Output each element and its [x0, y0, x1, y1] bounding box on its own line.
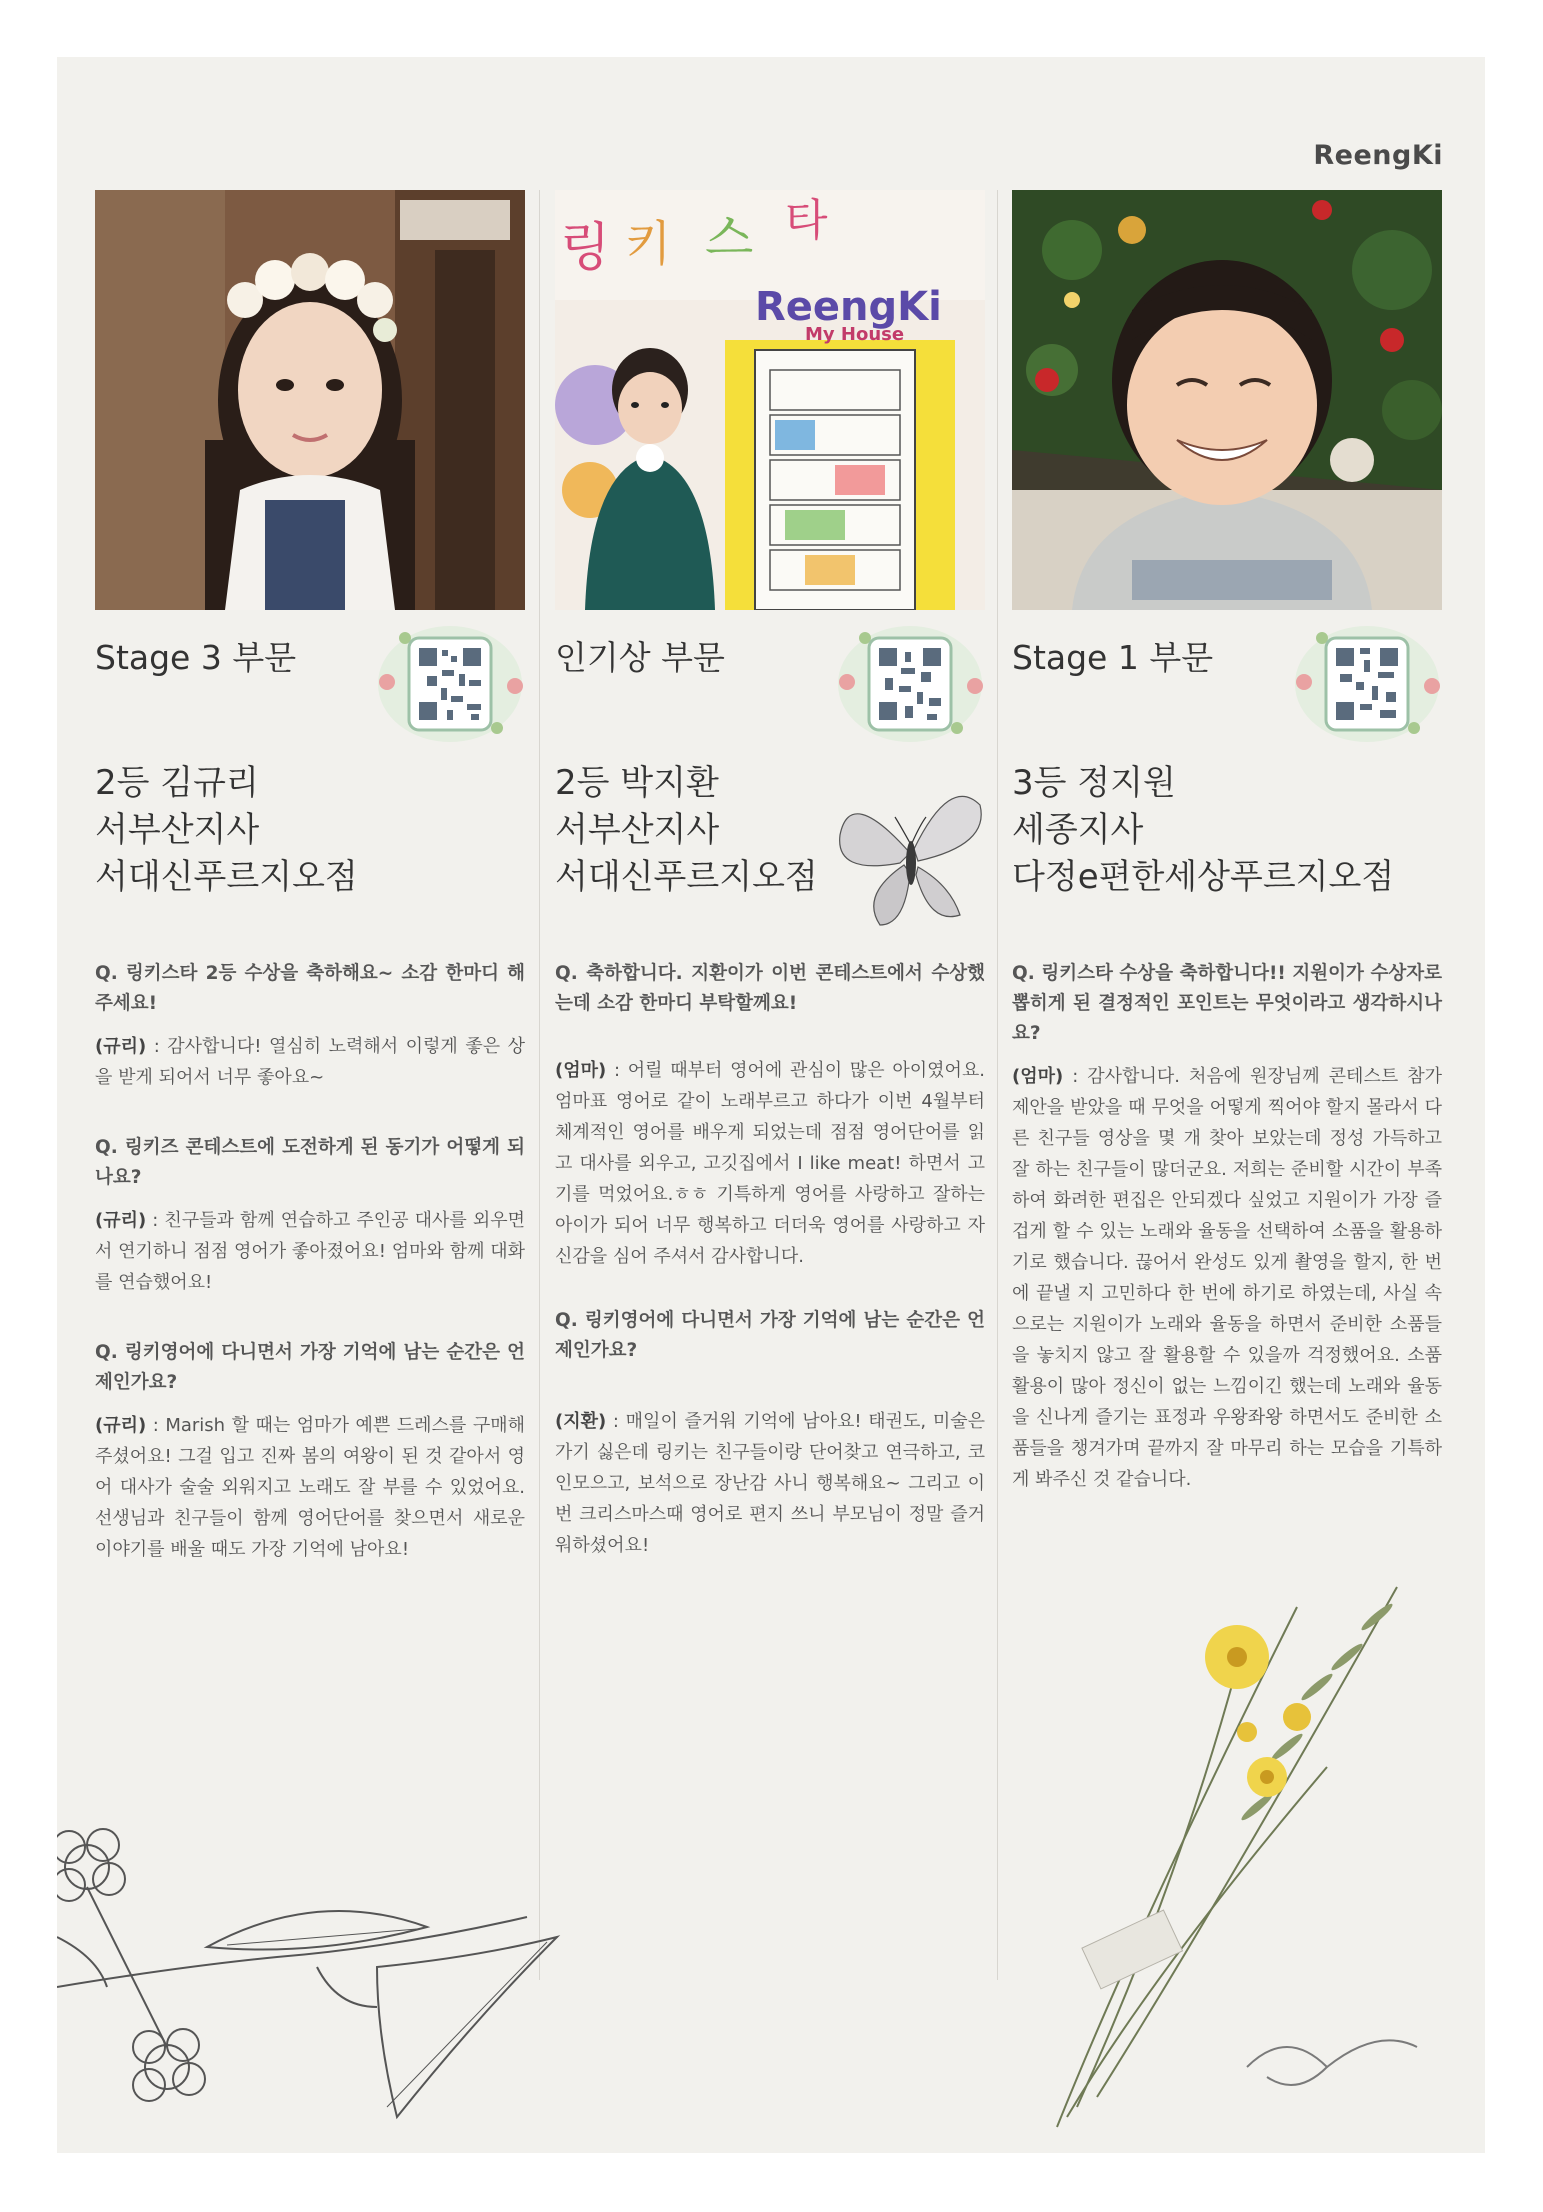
- question: Q. 링키영어에 다니면서 가장 기억에 남는 순간은 언제인가요?: [95, 1342, 525, 1393]
- category-title: Stage 1 부문: [1012, 638, 1214, 677]
- flower-branch-illustration: [57, 1817, 617, 2147]
- answer: (규리) : 감사합니다! 열심히 노력해서 이렇게 좋은 상을 받게 되어서 너무 좋아요~: [95, 1036, 525, 1088]
- photo-banner-letter: 링: [560, 218, 611, 278]
- qr-code-icon[interactable]: [1292, 624, 1442, 744]
- winner-branch: 서부산지사: [95, 810, 260, 850]
- winner-rank-name: 3등 정지원: [1012, 763, 1176, 803]
- question: Q. 링키영어에 다니면서 가장 기억에 남는 순간은 언제인가요?: [555, 1310, 985, 1361]
- answer: (엄마) : 어릴 때부터 영어에 관심이 많은 아이였어요. 엄마표 영어로 같이 노래부르고 하다가 이번 4월부터 체계적인 영어를 배우게 되었는데 점점 영어단어를 읽고 대사를 외우고, 고깃집에서 I like meat! 하면서 고기를 먹었어요.ㅎㅎ 기특하게 영어를 사랑하고 잘하는 아이가 되어 너무 행복하고 더더욱 영어를 사랑하고 자신감을 심어 주셔서 감사합니다.: [555, 1060, 985, 1267]
- column-divider: [539, 190, 540, 1980]
- qr-code-icon[interactable]: [835, 624, 985, 744]
- winner-branch: 서부산지사: [555, 810, 720, 850]
- page: [57, 57, 1485, 2153]
- winner-branch: 세종지사: [1012, 810, 1144, 850]
- winner-school: 서대신푸르지오점: [95, 857, 358, 897]
- question: Q. 링키즈 콘테스트에 도전하게 된 동기가 어떻게 되나요?: [95, 1137, 525, 1188]
- qr-code-icon[interactable]: [375, 624, 525, 744]
- answer: (규리) : Marish 할 때는 엄마가 예쁜 드레스를 구매해 주셨어요! 그걸 입고 진짜 봄의 여왕이 된 것 같아서 영어 대사가 술술 외워지고 노래도 잘 부를 수 있었어요. 선생님과 친구들이 함께 영어단어를 찾으면서 새로운 이야기를 배울 때도 가장 기억에 남아요!: [95, 1415, 525, 1560]
- photo-banner-letter: 스: [705, 209, 754, 267]
- category-title: Stage 3 부문: [95, 638, 297, 677]
- column-stage3: [95, 190, 525, 1605]
- question: Q. 축하합니다. 지환이가 이번 콘테스트에서 수상했는데 소감 한마디 부탁할께요!: [555, 963, 985, 1014]
- answer: (엄마) : 감사합니다. 처음에 원장님께 콘테스트 참가 제안을 받았을 때 무엇을 어떻게 찍어야 할지 몰라서 다른 친구들 영상을 몇 개 찾아 보았는데 정성 가득하고 잘 하는 친구들이 많더군요. 저희는 준비할 시간이 부족하여 화려한 편집은 안되겠다 싶었고 지원이가 가장 즐겁게 할 수 있는 노래와 율동을 선택하여 소품을 활용하기로 했습니다. 끊어서 완성도 있게 촬영을 할지, 한 번에 끝낼 지 고민하다 한 번에 하기로 하였는데, 사실 속으로는 지원이가 노래와 율동을 하면서 준비한 소품들을 놓치지 않고 잘 활용할 수 있을까 걱정했어요. 소품 활용이 많아 정신이 없는 느낌이긴 했는데 노래와 율동을 신나게 즐기는 표정과 우왕좌왕 하면서도 준비한 소품들을 챙겨가며 끝까지 잘 마무리 하는 모습을 기특하게 봐주신 것 같습니다.: [1012, 1066, 1442, 1490]
- interview: [95, 959, 525, 1565]
- column-stage1: [1012, 190, 1442, 1535]
- answer: (지환) : 매일이 즐거워 기억에 남아요! 태권도, 미술은 가기 싫은데 링키는 친구들이랑 단어찾고 연극하고, 코인모으고, 보석으로 장난감 사니 행복해요~ 그리고 이번 크리스마스때 영어로 편지 쓰니 부모님이 정말 즐거워하셨어요!: [555, 1411, 985, 1556]
- winner-name: [95, 760, 525, 901]
- question: Q. 링키스타 수상을 축하합니다!! 지원이가 수상자로 뽑히게 된 결정적인 포인트는 무엇이라고 생각하시나요?: [1012, 963, 1442, 1044]
- question: Q. 링키스타 2등 수상을 축하해요~ 소감 한마디 해주세요!: [95, 963, 525, 1014]
- interview: [555, 959, 985, 1561]
- winner-photo: [95, 190, 525, 610]
- winner-rank-name: 2등 박지환: [555, 763, 719, 803]
- winner-photo: [555, 190, 985, 610]
- photo-banner-letter: 키: [625, 216, 672, 272]
- butterfly-illustration: [830, 775, 990, 935]
- photo-logo-text: ReengKi: [755, 284, 942, 330]
- winner-name: [1012, 760, 1442, 901]
- winner-rank-name: 2등 김규리: [95, 763, 259, 803]
- winner-school: 다정e편한세상푸르지오점: [1012, 857, 1395, 897]
- winner-school: 서대신푸르지오점: [555, 857, 818, 897]
- photo-sign-text: My House: [805, 324, 905, 345]
- category-title: 인기상 부문: [555, 638, 725, 677]
- brand-logo: ReengKi: [1313, 140, 1443, 171]
- answer: (규리) : 친구들과 함께 연습하고 주인공 대사를 외우면서 연기하니 점점 영어가 좋아졌어요! 엄마와 함께 대화를 연습했어요!: [95, 1210, 525, 1293]
- dried-flower-bouquet-illustration: [997, 1507, 1467, 2147]
- photo-banner-letter: 타: [785, 195, 828, 246]
- interview: [1012, 959, 1442, 1495]
- winner-photo: [1012, 190, 1442, 610]
- column-popularity: [555, 190, 985, 1601]
